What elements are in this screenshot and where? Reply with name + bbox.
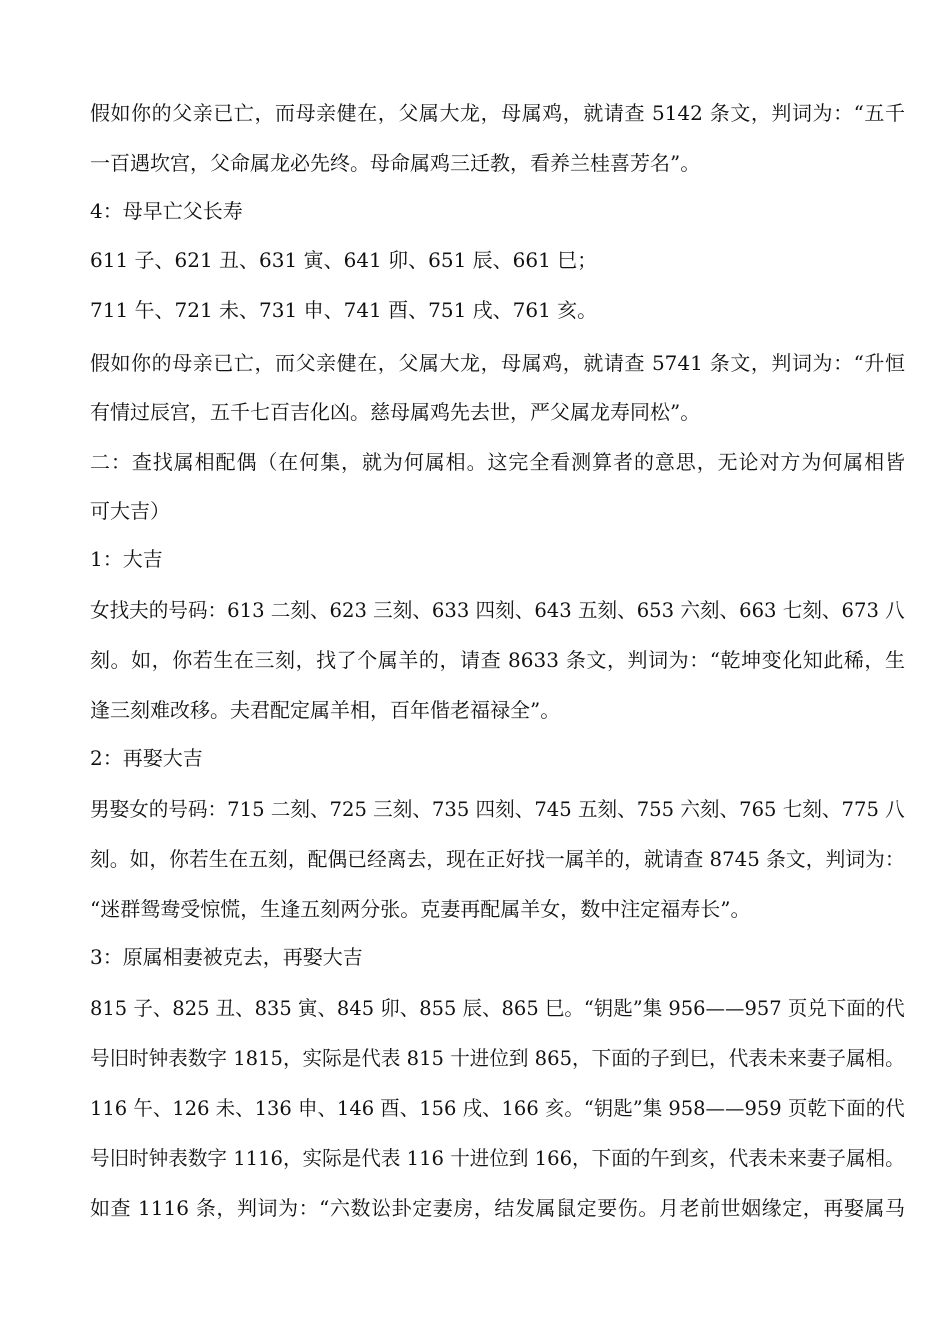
text-line: 一百遇坎宫，父命属龙必先终。母命属鸡三迁教，看养兰桂喜芳名”。 <box>90 151 701 175</box>
section-heading: 二：查找属相配偶（在何集，就为何属相。这完全看测算者的意思，无论对方为何属相皆 <box>90 450 905 474</box>
text-line: 815 子、825 丑、835 寅、845 卯、855 辰、865 巳。“钥匙”集 956——957 页兑下面的代 <box>90 996 905 1020</box>
text-line: 可大吉） <box>90 499 170 523</box>
text-line: 号旧时钟表数字 1116，实际是代表 116 十进位到 166，下面的午到亥，代表未来妻子属相。 <box>90 1146 905 1170</box>
text-line: 711 午、721 未、731 申、741 酉、751 戌、761 亥。 <box>90 298 598 322</box>
text-line: “迷群鸳鸯受惊慌，生逢五刻两分张。克妻再配属羊女，数中注定福寿长”。 <box>90 897 751 921</box>
text-line: 假如你的父亲已亡，而母亲健在，父属大龙，母属鸡，就请查 5142 条文，判词为：“五千 <box>90 101 905 125</box>
text-line: 逢三刻难改移。夫君配定属羊相，百年偕老福禄全”。 <box>90 698 561 722</box>
text-line: 刻。如，你若生在三刻，找了个属羊的，请查 8633 条文，判词为：“乾坤变化知此稀，生 <box>90 648 905 672</box>
section-heading: 1：大吉 <box>90 547 163 571</box>
section-heading: 4：母早亡父长寿 <box>90 199 243 223</box>
text-line: 如查 1116 条，判词为：“六数讼卦定妻房，结发属鼠定要伤。月老前世姻缘定，再娶属马 <box>90 1196 905 1220</box>
text-line: 611 子、621 丑、631 寅、641 卯、651 辰、661 巳； <box>90 248 598 272</box>
text-line: 女找夫的号码：613 二刻、623 三刻、633 四刻、643 五刻、653 六刻、663 七刻、673 八 <box>90 598 905 622</box>
text-line: 男娶女的号码：715 二刻、725 三刻、735 四刻、745 五刻、755 六刻、765 七刻、775 八 <box>90 797 905 821</box>
text-line: 假如你的母亲已亡，而父亲健在，父属大龙，母属鸡，就请查 5741 条文，判词为：“升恒 <box>90 351 905 375</box>
text-line: 号旧时钟表数字 1815，实际是代表 815 十进位到 865，下面的子到巳，代表未来妻子属相。 <box>90 1046 905 1070</box>
text-line: 有情过辰宫，五千七百吉化凶。慈母属鸡先去世，严父属龙寿同松”。 <box>90 400 701 424</box>
section-heading: 2：再娶大吉 <box>90 746 203 770</box>
text-line: 刻。如，你若生在五刻，配偶已经离去，现在正好找一属羊的，就请查 8745 条文，判词为： <box>90 847 905 871</box>
section-heading: 3：原属相妻被克去，再娶大吉 <box>90 945 363 969</box>
text-line: 116 午、126 未、136 申、146 酉、156 戌、166 亥。“钥匙”集 958——959 页乾下面的代 <box>90 1096 905 1120</box>
